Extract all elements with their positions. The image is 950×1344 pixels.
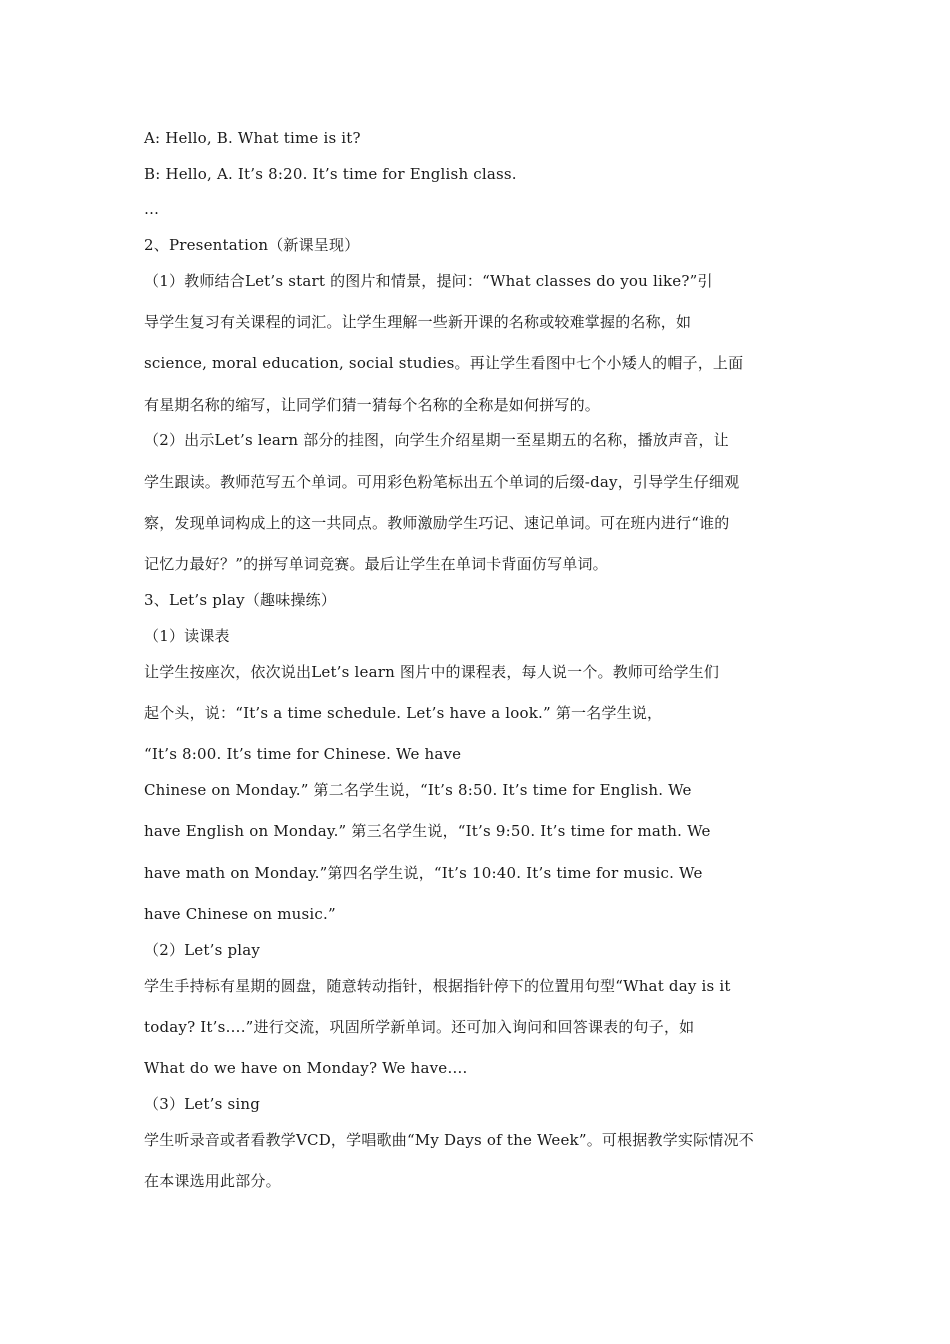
text-line: 记忆力最好？”的拼写单词竞赛。最后让学生在单词卡背面仿写单词。 (144, 555, 608, 573)
subsection-heading: （3）Let’s sing (144, 1095, 261, 1113)
text-line: have math on Monday.”第四名学生说，“It’s 10:40. It’s time for music. We (144, 864, 703, 882)
text-line: 在本课选用此部分。 (144, 1172, 281, 1190)
text-line: （1）教师结合Let’s start 的图片和情景，提问：“What classes do you like?”引 (144, 272, 713, 290)
text-line: 导学生复习有关课程的词汇。让学生理解一些新开课的名称或较难掌握的名称，如 (144, 313, 692, 331)
text-line: today? It’s….”进行交流，巩固所学新单词。还可加入询问和回答课表的句子，如 (144, 1018, 695, 1036)
text-line: 学生听录音或者看教学VCD，学唱歌曲“My Days of the Week”。可根据教学实际情况不 (144, 1131, 754, 1149)
text-line: 让学生按座次，依次说出Let’s learn 图片中的课程表，每人说一个。教师可给学生们 (144, 663, 720, 681)
text-line: 学生跟读。教师范写五个单词。可用彩色粉笔标出五个单词的后缀-day，引导学生仔细观 (144, 473, 740, 491)
text-line: 察，发现单词构成上的这一共同点。教师激励学生巧记、速记单词。可在班内进行“谁的 (144, 514, 730, 532)
text-line: science, moral education, social studies。再让学生看图中七个小矮人的帽子，上面 (144, 354, 744, 372)
text-line: What do we have on Monday? We have…. (144, 1059, 468, 1077)
text-line: have English on Monday.” 第三名学生说，“It’s 9:50. It’s time for math. We (144, 822, 711, 840)
section-heading: 2、Presentation（新课呈现） (144, 236, 360, 254)
text-line: A: Hello, B. What time is it? (144, 129, 361, 147)
text-line: have Chinese on music.” (144, 905, 336, 923)
text-line: B: Hello, A. It’s 8:20. It’s time for English class. (144, 165, 517, 183)
text-line: Chinese on Monday.” 第二名学生说，“It’s 8:50. It’s time for English. We (144, 781, 692, 799)
section-heading: 3、Let’s play（趣味操练） (144, 591, 337, 609)
subsection-heading: （1）读课表 (144, 627, 230, 645)
subsection-heading: （2）Let’s play (144, 941, 261, 959)
text-line: 起个头，说：“It’s a time schedule. Let’s have a look.” 第一名学生说， (144, 704, 663, 722)
text-line: （2）出示Let’s learn 部分的挂图，向学生介绍星期一至星期五的名称，播放声音，让 (144, 431, 729, 449)
text-line: 学生手持标有星期的圆盘，随意转动指针，根据指针停下的位置用句型“What day is it (144, 977, 731, 995)
text-line: … (144, 200, 160, 218)
text-line: 有星期名称的缩写，让同学们猜一猜每个名称的全称是如何拼写的。 (144, 396, 601, 414)
text-line: “It’s 8:00. It’s time for Chinese. We have (144, 745, 462, 763)
